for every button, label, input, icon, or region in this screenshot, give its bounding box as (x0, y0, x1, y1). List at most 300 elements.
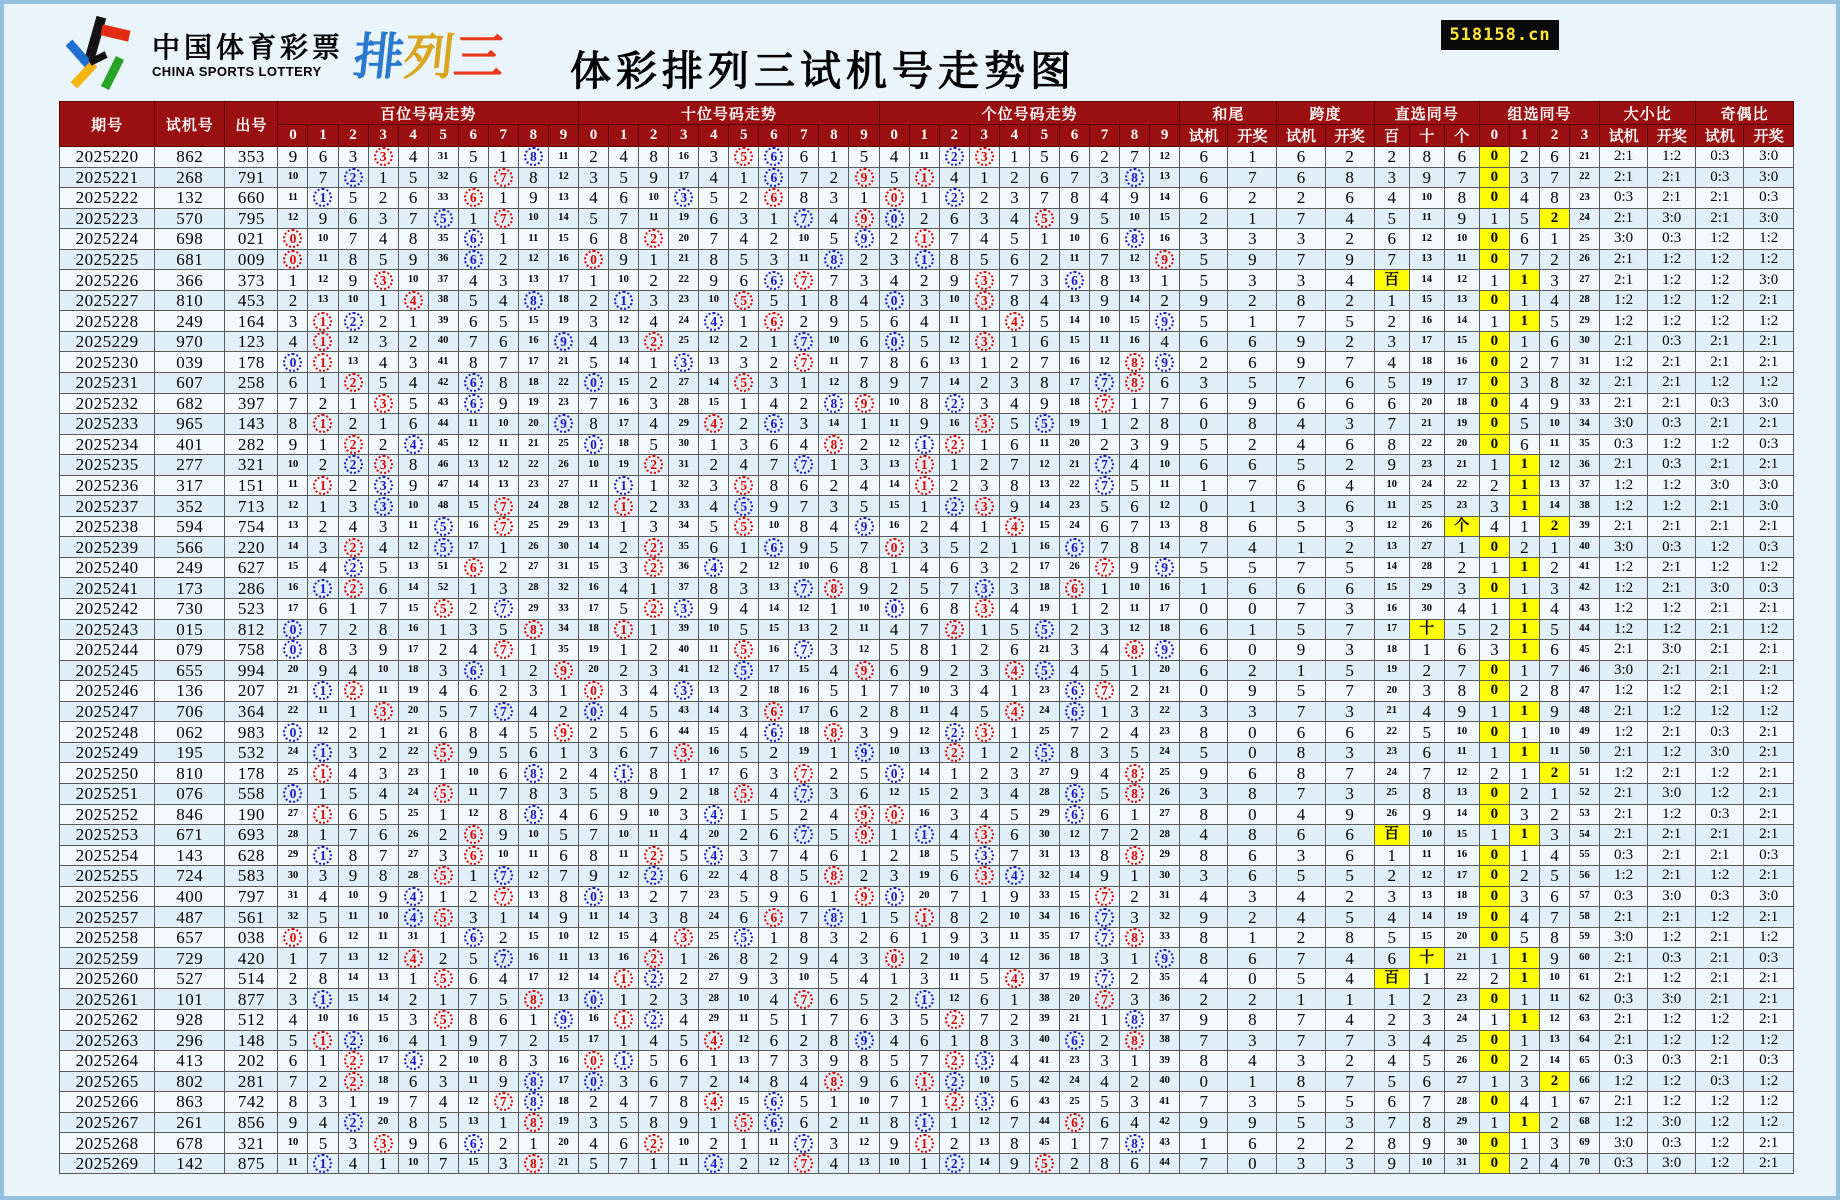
oddeven-test-cell: 1:2 (1696, 1112, 1744, 1133)
direct-miss-cell: 4 (1374, 188, 1409, 209)
miss-count-cell: 15 (368, 1009, 398, 1030)
test-hit-cell (609, 290, 639, 311)
span-draw-cell: 2 (1325, 331, 1374, 352)
span-draw-cell: 3 (1325, 516, 1374, 537)
miss-count-cell: 20 (699, 825, 729, 846)
miss-count-cell: 17 (398, 640, 428, 661)
miss-count-cell: 7 (488, 352, 518, 373)
miss-count-cell: 6 (428, 1133, 458, 1154)
miss-count-cell: 4 (368, 352, 398, 373)
miss-count-cell: 36 (1150, 989, 1180, 1010)
direct-miss-cell: 22 (1444, 475, 1479, 496)
test-number-cell: 965 (155, 414, 225, 435)
direct-miss-cell: 12 (1409, 229, 1444, 250)
bigsmall-test-cell: 2:1 (1600, 640, 1648, 661)
draw-digit-circle: 5 (734, 517, 753, 536)
table-row (60, 208, 1794, 229)
draw-digit-circle: 6 (464, 188, 483, 207)
miss-count-cell: 10 (729, 989, 759, 1010)
miss-count-cell: 1 (488, 188, 518, 209)
draw-digit-circle: 7 (494, 209, 513, 228)
direct-miss-cell: 6 (1374, 393, 1409, 414)
miss-count-cell: 1 (368, 167, 398, 188)
draw-number-cell: 660 (225, 188, 278, 209)
test-digit-circle: 0 (885, 764, 904, 783)
draw-number-cell: 742 (225, 1092, 278, 1113)
test-hit-cell (849, 1030, 879, 1051)
draw-digit-circle: 2 (344, 538, 363, 557)
miss-count-cell: 10 (849, 599, 879, 620)
draw-digit-circle: 1 (313, 476, 332, 495)
group-match-cell: 2 (1539, 763, 1569, 784)
miss-count-cell: 2 (939, 660, 969, 681)
miss-count-cell: 10 (609, 825, 639, 846)
miss-count-cell: 17 (1059, 373, 1089, 394)
miss-count-cell: 1 (488, 1112, 518, 1133)
span-draw-cell: 5 (1325, 311, 1374, 332)
sum-tail-draw-cell: 9 (1228, 1112, 1277, 1133)
miss-count-cell: 3 (759, 249, 789, 270)
miss-count-cell: 34 (548, 619, 578, 640)
miss-count-cell: 5 (1029, 147, 1059, 168)
draw-digit-circle: 7 (1095, 681, 1114, 700)
group-miss-cell: 1 (1479, 1071, 1509, 1092)
miss-count-cell: 6 (639, 722, 669, 743)
miss-count-cell: 2 (488, 927, 518, 948)
sum-tail-draw-cell: 0 (1228, 742, 1277, 763)
span-draw-cell: 7 (1325, 352, 1374, 373)
draw-number-cell: 875 (225, 1153, 278, 1174)
miss-count-cell: 21 (669, 249, 699, 270)
direct-miss-cell: 18 (1374, 640, 1409, 661)
miss-count-cell: 6 (729, 907, 759, 928)
miss-count-cell: 3 (819, 927, 849, 948)
miss-count-cell: 11 (909, 701, 939, 722)
miss-count-cell: 5 (1089, 208, 1119, 229)
miss-count-cell: 2 (278, 968, 308, 989)
direct-miss-cell: 29 (1409, 578, 1444, 599)
issue-cell: 2025230 (60, 352, 155, 373)
issue-cell: 2025243 (60, 619, 155, 640)
miss-count-cell: 4 (398, 1030, 428, 1051)
draw-digit-circle: 2 (644, 455, 663, 474)
miss-count-cell: 10 (939, 290, 969, 311)
oddeven-draw-cell: 2:1 (1744, 1009, 1794, 1030)
draw-hit-cell (428, 1009, 458, 1030)
group-match-cell: 0 (1479, 1133, 1509, 1154)
miss-count-cell: 14 (1059, 311, 1089, 332)
bigsmall-draw-cell: 2:1 (1648, 763, 1696, 784)
oddeven-draw-cell: 1:2 (1744, 373, 1794, 394)
test-hit-cell (548, 414, 578, 435)
draw-hit-cell (1120, 373, 1150, 394)
draw-hit-cell (729, 640, 759, 661)
miss-count-cell: 28 (398, 866, 428, 887)
miss-count-cell: 17 (458, 537, 488, 558)
test-number-cell: 970 (155, 331, 225, 352)
draw-digit-circle: 9 (855, 887, 874, 906)
test-hit-cell (1029, 619, 1059, 640)
miss-count-cell: 2 (819, 763, 849, 784)
miss-count-cell: 2 (759, 229, 789, 250)
miss-count-cell: 5 (368, 249, 398, 270)
miss-count-cell: 7 (1120, 516, 1150, 537)
direct-miss-cell: 7 (1409, 763, 1444, 784)
miss-count-cell: 1 (338, 1092, 368, 1113)
bigsmall-draw-cell: 3:0 (1648, 1112, 1696, 1133)
draw-digit-circle: 4 (1005, 661, 1024, 680)
subcolumn-header-units: 5 (1029, 125, 1059, 147)
miss-count-cell: 13 (548, 188, 578, 209)
bigsmall-draw-cell: 1:2 (1648, 249, 1696, 270)
test-digit-circle: 7 (494, 599, 513, 618)
miss-count-cell: 1 (819, 599, 849, 620)
oddeven-test-cell: 1:2 (1696, 701, 1744, 722)
miss-count-cell: 12 (699, 331, 729, 352)
miss-count-cell: 15 (518, 311, 548, 332)
group-miss-cell: 1 (1509, 660, 1539, 681)
miss-count-cell: 2 (338, 475, 368, 496)
issue-cell: 2025234 (60, 434, 155, 455)
test-number-cell: 079 (155, 640, 225, 661)
oddeven-draw-cell: 2:1 (1744, 290, 1794, 311)
miss-count-cell: 42 (1029, 1071, 1059, 1092)
group-miss-cell: 58 (1569, 907, 1599, 928)
miss-count-cell: 20 (548, 1133, 578, 1154)
miss-count-cell: 4 (939, 167, 969, 188)
subcolumn-header-span: 试机 (1277, 125, 1325, 147)
miss-count-cell: 34 (669, 516, 699, 537)
bigsmall-draw-cell: 3:0 (1648, 989, 1696, 1010)
miss-count-cell: 3 (819, 640, 849, 661)
miss-count-cell: 12 (1150, 147, 1180, 168)
miss-count-cell: 38 (428, 290, 458, 311)
miss-count-cell: 7 (398, 208, 428, 229)
span-draw-cell: 3 (1325, 599, 1374, 620)
miss-count-cell: 9 (819, 1051, 849, 1072)
miss-count-cell: 8 (909, 393, 939, 414)
group-miss-cell: 1 (1479, 948, 1509, 969)
miss-count-cell: 25 (518, 516, 548, 537)
miss-count-cell: 3 (1089, 742, 1119, 763)
miss-count-cell: 5 (999, 414, 1029, 435)
group-miss-cell: 66 (1569, 1071, 1599, 1092)
group-miss-cell: 48 (1569, 701, 1599, 722)
miss-count-cell: 52 (428, 578, 458, 599)
miss-count-cell: 1 (1089, 1009, 1119, 1030)
test-number-cell: 142 (155, 1153, 225, 1174)
group-header-hundreds: 百位号码走势 (278, 102, 579, 125)
direct-miss-cell: 20 (1444, 927, 1479, 948)
miss-count-cell: 4 (368, 537, 398, 558)
miss-count-cell: 19 (548, 311, 578, 332)
miss-count-cell: 7 (278, 393, 308, 414)
miss-count-cell: 2 (1120, 414, 1150, 435)
sum-tail-test-cell: 2 (1180, 208, 1228, 229)
draw-hit-cell (368, 147, 398, 168)
miss-count-cell: 7 (1089, 249, 1119, 270)
test-hit-cell (1059, 804, 1089, 825)
oddeven-draw-cell: 1:2 (1744, 1071, 1794, 1092)
table-row (60, 1133, 1794, 1154)
group-match-cell: 1 (1509, 270, 1539, 291)
test-hit-cell (308, 845, 338, 866)
table-row (60, 229, 1794, 250)
miss-count-cell: 3 (849, 270, 879, 291)
test-hit-cell (699, 804, 729, 825)
miss-count-cell: 6 (909, 1030, 939, 1051)
draw-hit-cell (518, 619, 548, 640)
direct-miss-cell: 12 (1374, 516, 1409, 537)
miss-count-cell: 9 (789, 948, 819, 969)
direct-miss-cell: 6 (1409, 742, 1444, 763)
miss-count-cell: 2 (879, 229, 909, 250)
miss-count-cell: 3 (308, 866, 338, 887)
span-draw-cell: 5 (1325, 557, 1374, 578)
sum-tail-draw-cell: 0 (1228, 968, 1277, 989)
draw-hit-cell (1089, 557, 1119, 578)
direct-miss-cell: 2 (1374, 866, 1409, 887)
direct-miss-cell: 18 (1409, 352, 1444, 373)
miss-count-cell: 27 (518, 557, 548, 578)
miss-count-cell: 14 (609, 907, 639, 928)
miss-count-cell: 2 (849, 866, 879, 887)
draw-number-cell: 558 (225, 783, 278, 804)
miss-count-cell: 9 (1089, 866, 1119, 887)
sum-tail-draw-cell: 1 (1228, 1071, 1277, 1092)
miss-count-cell: 4 (639, 414, 669, 435)
miss-count-cell: 27 (699, 968, 729, 989)
table-row (60, 188, 1794, 209)
miss-count-cell: 6 (699, 537, 729, 558)
miss-count-cell: 8 (699, 578, 729, 599)
draw-digit-circle: 8 (524, 1154, 543, 1173)
span-draw-cell: 8 (1325, 927, 1374, 948)
test-hit-cell (759, 167, 789, 188)
miss-count-cell: 3 (338, 1133, 368, 1154)
bigsmall-test-cell: 1:2 (1600, 311, 1648, 332)
draw-hit-cell (579, 249, 609, 270)
bigsmall-test-cell: 1:2 (1600, 475, 1648, 496)
miss-count-cell: 7 (909, 1051, 939, 1072)
test-digit-circle: 2 (644, 866, 663, 885)
draw-digit-circle: 8 (524, 620, 543, 639)
bigsmall-draw-cell: 2:1 (1648, 578, 1696, 599)
miss-count-cell: 8 (849, 1051, 879, 1072)
trend-table-container (59, 101, 1794, 1174)
sum-tail-test-cell: 6 (1180, 660, 1228, 681)
issue-cell: 2025269 (60, 1153, 155, 1174)
miss-count-cell: 29 (548, 516, 578, 537)
issue-cell: 2025235 (60, 455, 155, 476)
direct-miss-cell: 6 (1444, 147, 1479, 168)
miss-count-cell: 4 (849, 290, 879, 311)
miss-count-cell: 13 (368, 968, 398, 989)
miss-count-cell: 39 (1150, 1051, 1180, 1072)
miss-count-cell: 2 (609, 537, 639, 558)
test-digit-circle: 6 (1065, 784, 1084, 803)
miss-count-cell: 9 (1150, 434, 1180, 455)
test-hit-cell (518, 147, 548, 168)
test-hit-cell (759, 270, 789, 291)
span-test-cell: 1 (1277, 989, 1325, 1010)
miss-count-cell: 1 (909, 188, 939, 209)
sum-tail-draw-cell: 8 (1228, 825, 1277, 846)
miss-count-cell: 8 (789, 188, 819, 209)
direct-miss-cell: 6 (1374, 229, 1409, 250)
draw-digit-circle: 1 (915, 168, 934, 187)
sum-tail-draw-cell: 0 (1228, 804, 1277, 825)
bigsmall-draw-cell: 1:2 (1648, 1092, 1696, 1113)
span-draw-cell: 3 (1325, 640, 1374, 661)
bigsmall-draw-cell: 1:2 (1648, 619, 1696, 640)
miss-count-cell: 22 (398, 742, 428, 763)
draw-hit-cell (1150, 249, 1180, 270)
draw-digit-circle: 9 (855, 825, 874, 844)
miss-count-cell: 1 (488, 660, 518, 681)
draw-hit-cell (488, 516, 518, 537)
test-hit-cell (1089, 907, 1119, 928)
direct-miss-cell: 16 (1409, 311, 1444, 332)
direct-miss-cell: 22 (1444, 968, 1479, 989)
draw-hit-cell (819, 434, 849, 455)
miss-count-cell: 11 (1029, 434, 1059, 455)
draw-hit-cell (969, 722, 999, 743)
miss-count-cell: 4 (1120, 455, 1150, 476)
group-miss-cell: 7 (1539, 660, 1569, 681)
miss-count-cell: 19 (669, 208, 699, 229)
test-number-cell: 729 (155, 948, 225, 969)
miss-count-cell: 25 (1059, 1092, 1089, 1113)
miss-count-cell: 33 (428, 188, 458, 209)
miss-count-cell: 18 (368, 1071, 398, 1092)
direct-miss-cell: 19 (1374, 660, 1409, 681)
test-hit-cell (819, 393, 849, 414)
miss-count-cell: 14 (518, 907, 548, 928)
draw-hit-cell (789, 352, 819, 373)
oddeven-test-cell: 1:2 (1696, 866, 1744, 887)
miss-count-cell: 7 (849, 537, 879, 558)
direct-miss-cell: 7 (1444, 167, 1479, 188)
miss-count-cell: 1 (849, 845, 879, 866)
issue-cell: 2025238 (60, 516, 155, 537)
miss-count-cell: 1 (428, 886, 458, 907)
miss-count-cell: 12 (759, 557, 789, 578)
miss-count-cell: 11 (368, 927, 398, 948)
miss-count-cell: 11 (669, 1153, 699, 1174)
bigsmall-draw-cell: 0:3 (1648, 537, 1696, 558)
miss-count-cell: 8 (579, 414, 609, 435)
direct-miss-cell: 21 (1409, 414, 1444, 435)
miss-count-cell: 5 (609, 722, 639, 743)
miss-count-cell: 15 (609, 373, 639, 394)
draw-digit-circle: 8 (1125, 784, 1144, 803)
miss-count-cell: 5 (849, 496, 879, 517)
test-number-cell: 570 (155, 208, 225, 229)
draw-digit-circle: 5 (734, 147, 753, 166)
span-draw-cell: 6 (1325, 722, 1374, 743)
direct-miss-cell: 10 (1409, 1153, 1444, 1174)
subcolumn-header-units: 4 (999, 125, 1029, 147)
bigsmall-test-cell: 3:0 (1600, 229, 1648, 250)
test-digit-circle: 2 (945, 1072, 964, 1091)
group-miss-cell: 11 (1539, 989, 1569, 1010)
test-digit-circle: 6 (1065, 271, 1084, 290)
miss-count-cell: 9 (999, 1153, 1029, 1174)
group-miss-cell: 3 (1539, 578, 1569, 599)
test-hit-cell (849, 516, 879, 537)
draw-digit-circle: 1 (915, 229, 934, 248)
miss-count-cell: 9 (488, 1071, 518, 1092)
test-digit-circle: 1 (313, 1154, 332, 1173)
test-hit-cell (1089, 373, 1119, 394)
oddeven-draw-cell: 3:0 (1744, 208, 1794, 229)
miss-count-cell: 5 (1089, 783, 1119, 804)
miss-count-cell: 2 (699, 1133, 729, 1154)
sum-tail-test-cell: 0 (1180, 496, 1228, 517)
miss-count-cell: 5 (819, 229, 849, 250)
miss-count-cell: 8 (939, 599, 969, 620)
sum-tail-draw-cell: 0 (1228, 722, 1277, 743)
test-number-cell: 681 (155, 249, 225, 270)
miss-count-cell: 21 (398, 722, 428, 743)
test-number-cell: 039 (155, 352, 225, 373)
draw-hit-cell (308, 352, 338, 373)
group-match-cell: 1 (1509, 825, 1539, 846)
test-digit-circle: 4 (704, 805, 723, 824)
draw-digit-circle: 3 (374, 455, 393, 474)
direct-miss-cell: 2 (1409, 989, 1444, 1010)
sum-tail-test-cell: 6 (1180, 619, 1228, 640)
sum-tail-test-cell: 0 (1180, 599, 1228, 620)
miss-count-cell: 10 (548, 927, 578, 948)
direct-miss-cell: 21 (1444, 455, 1479, 476)
oddeven-draw-cell: 2:1 (1744, 804, 1794, 825)
group-miss-cell: 2 (1509, 1153, 1539, 1174)
miss-count-cell: 1 (939, 455, 969, 476)
miss-count-cell: 11 (518, 845, 548, 866)
miss-count-cell: 14 (548, 208, 578, 229)
miss-count-cell: 14 (458, 475, 488, 496)
miss-count-cell: 5 (849, 147, 879, 168)
span-draw-cell: 2 (1325, 147, 1374, 168)
span-test-cell: 1 (1277, 537, 1325, 558)
table-row (60, 619, 1794, 640)
test-digit-circle: 1 (915, 435, 934, 454)
direct-miss-cell: 10 (1444, 722, 1479, 743)
miss-count-cell: 30 (1029, 825, 1059, 846)
miss-count-cell: 3 (368, 516, 398, 537)
test-digit-circle: 9 (855, 229, 874, 248)
group-miss-cell: 13 (1539, 1030, 1569, 1051)
direct-miss-cell: 2 (1409, 660, 1444, 681)
bigsmall-test-cell: 2:1 (1600, 783, 1648, 804)
miss-count-cell: 9 (759, 886, 789, 907)
miss-count-cell: 2 (969, 537, 999, 558)
test-number-cell: 132 (155, 188, 225, 209)
draw-hit-cell (789, 989, 819, 1010)
direct-miss-cell: 12 (1409, 866, 1444, 887)
sum-tail-draw-cell: 6 (1228, 866, 1277, 887)
test-digit-circle: 8 (824, 250, 843, 269)
oddeven-draw-cell: 1:2 (1744, 229, 1794, 250)
miss-count-cell: 1 (699, 1112, 729, 1133)
miss-count-cell: 1 (278, 948, 308, 969)
direct-miss-cell: 15 (1374, 578, 1409, 599)
group-miss-cell: 2 (1539, 249, 1569, 270)
oddeven-test-cell: 2:1 (1696, 660, 1744, 681)
miss-count-cell: 3 (1089, 619, 1119, 640)
